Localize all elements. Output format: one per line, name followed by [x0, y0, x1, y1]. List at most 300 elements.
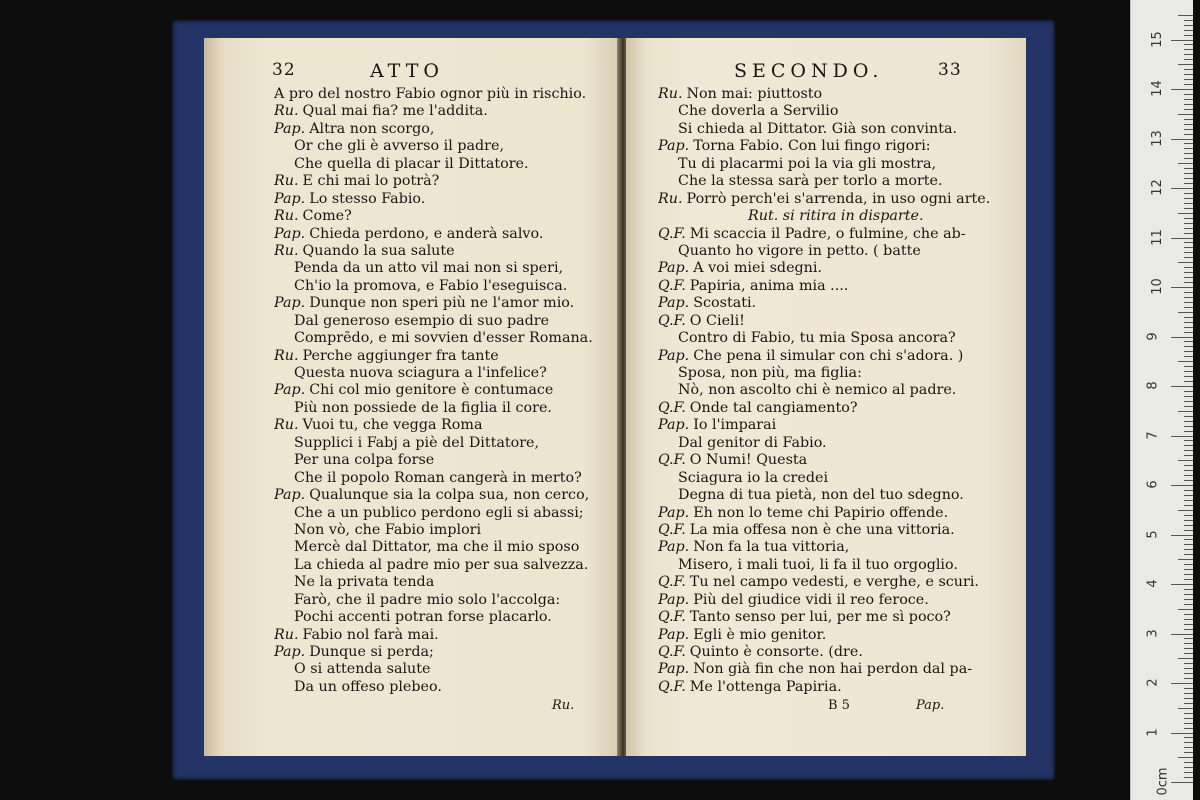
line-text: Per una colpa forse [294, 452, 435, 469]
ruler-label: 10 [1149, 278, 1165, 295]
ruler-tick [1184, 564, 1193, 565]
ruler-tick [1184, 470, 1193, 471]
speaker-label: Ru. [274, 626, 299, 643]
ruler-tick [1184, 614, 1193, 615]
ruler-tick [1184, 25, 1193, 26]
ruler-tick [1184, 589, 1193, 590]
verse-line [658, 103, 1026, 120]
line-text: Papiria, anima mia .... [689, 277, 849, 294]
verse-line [274, 679, 620, 696]
verse-line [658, 452, 1026, 469]
ruler-tick [1171, 386, 1193, 387]
verse-line [658, 382, 1026, 399]
line-text: Rut. si ritira in disparte. [748, 208, 924, 225]
line-text: Onde tal cangiamento? [689, 399, 858, 416]
speaker-label: Q.F. [658, 277, 686, 294]
ruler-tick [1184, 539, 1193, 540]
ruler-tick [1184, 119, 1193, 120]
catchword: Pap. [916, 698, 945, 714]
ruler-tick [1171, 188, 1193, 189]
page-number: 33 [938, 60, 962, 80]
speaker-label: Pap. [274, 225, 306, 242]
speaker-label: Q.F. [658, 574, 686, 591]
ruler-tick [1184, 247, 1193, 248]
verse-line [658, 156, 1026, 173]
ruler-tick [1184, 267, 1193, 268]
stage-direction [658, 208, 1026, 225]
ruler-tick [1184, 99, 1193, 100]
verse-line [658, 191, 1026, 208]
page-number: 32 [272, 60, 296, 80]
ruler-tick [1184, 772, 1193, 773]
ruler-tick [1184, 663, 1193, 664]
ruler-tick [1184, 356, 1193, 357]
verse-line [658, 121, 1026, 138]
ruler-tick [1184, 168, 1193, 169]
verse-line [274, 121, 620, 138]
verse-line [658, 313, 1026, 330]
line-text: Dal generoso esempio di suo padre [294, 312, 550, 329]
line-text: Or che gli è avverso il padre, [294, 138, 504, 155]
ruler-tick [1184, 277, 1193, 278]
line-text: Che la stessa sarà per torlo a morte. [678, 173, 943, 190]
ruler-tick [1171, 139, 1193, 140]
line-text: Egli è mio genitor. [693, 626, 827, 643]
verse-line [274, 487, 620, 504]
ruler-tick [1178, 361, 1193, 362]
ruler-tick [1171, 683, 1193, 684]
ruler-tick [1184, 629, 1193, 630]
verse-line [274, 539, 620, 556]
ruler-tick [1171, 485, 1193, 486]
verse-line [658, 400, 1026, 417]
ruler-tick [1184, 193, 1193, 194]
speaker-label: Q.F. [658, 399, 686, 416]
speaker-label: Q.F. [658, 644, 686, 660]
ruler-tick [1184, 678, 1193, 679]
ruler-tick [1184, 341, 1193, 342]
ruler-tick [1184, 624, 1193, 625]
ruler-tick [1184, 594, 1193, 595]
ruler-tick [1184, 693, 1193, 694]
verse-line [274, 382, 620, 399]
line-text: Vuoi tu, che vegga Roma [302, 417, 483, 434]
ruler-tick [1178, 312, 1193, 313]
ruler-label: 3 [1145, 628, 1161, 638]
verse-line [274, 609, 620, 626]
line-text: Più del giudice vidi il reo feroce. [693, 591, 929, 608]
ruler-tick [1184, 525, 1193, 526]
speaker-label: Pap. [274, 190, 306, 207]
ruler-tick [1178, 658, 1193, 659]
ruler-tick [1184, 480, 1193, 481]
ruler-tick [1178, 460, 1193, 461]
speaker-label: Pap. [658, 626, 690, 643]
ruler-tick [1184, 604, 1193, 605]
speaker-label: Q.F. [658, 678, 686, 695]
ruler-tick [1184, 129, 1193, 130]
ruler-tick [1184, 648, 1193, 649]
line-text: Non vò, che Fabio implori [294, 521, 482, 538]
ruler-tick [1184, 307, 1193, 308]
ruler-tick [1184, 376, 1193, 377]
speaker-label: Pap. [658, 417, 690, 434]
speaker-label: Ru. [274, 242, 299, 259]
speaker-label: Q.F. [658, 609, 686, 626]
line-text: Eh non lo teme chi Papirio offende. [693, 504, 949, 521]
ruler-tick [1184, 332, 1193, 333]
speaker-label: Pap. [658, 138, 690, 155]
ruler-tick [1184, 74, 1193, 75]
verse-line [658, 679, 1026, 696]
line-text: Questa nuova sciagura a l'infelice? [294, 365, 547, 381]
ruler-tick [1184, 223, 1193, 224]
line-text: Scostati. [693, 295, 757, 312]
ruler-tick [1184, 723, 1193, 724]
verse-line [274, 452, 620, 469]
ruler-tick [1184, 153, 1193, 154]
ruler-tick [1184, 421, 1193, 422]
ruler-tick [1184, 134, 1193, 135]
verse-line [274, 348, 620, 365]
ruler-tick [1184, 252, 1193, 253]
speaker-label: Pap. [274, 382, 306, 399]
ruler-tick [1178, 213, 1193, 214]
verse-line [658, 522, 1026, 539]
ruler-label: 12 [1149, 179, 1165, 196]
ruler-tick [1178, 510, 1193, 511]
ruler-tick [1184, 59, 1193, 60]
ruler-tick [1184, 767, 1193, 768]
ruler-tick [1184, 544, 1193, 545]
verse-line [658, 539, 1026, 556]
ruler-tick [1184, 643, 1193, 644]
ruler-tick [1178, 114, 1193, 115]
ruler-tick [1184, 109, 1193, 110]
verse-line [274, 470, 620, 487]
ruler-label: 7 [1145, 430, 1161, 440]
ruler-tick [1184, 406, 1193, 407]
left-page-text [274, 86, 620, 696]
speaker-label: Q.F. [658, 225, 686, 242]
ruler-tick [1184, 638, 1193, 639]
line-text: Ch'io la promova, e Fabio l'eseguisca. [294, 277, 568, 294]
verse-line [658, 348, 1026, 365]
line-text: A pro del nostro Fabio ognor più in rischio. [274, 86, 587, 102]
ruler-label: 6 [1145, 480, 1161, 489]
verse-line [658, 417, 1026, 434]
ruler-tick [1184, 703, 1193, 704]
line-text: Quanto ho vigore in petto. ( batte [678, 242, 921, 259]
line-text: Lo stesso Fabio. [309, 190, 426, 207]
verse-line [658, 627, 1026, 644]
speaker-label: Pap. [658, 661, 690, 678]
line-text: O Numi! Questa [689, 452, 808, 469]
verse-line [274, 173, 620, 190]
ruler-tick [1184, 579, 1193, 580]
ruler-tick [1184, 327, 1193, 328]
verse-line [658, 173, 1026, 190]
line-text: Chi col mio genitore è contumace [309, 382, 554, 399]
speaker-label: Q.F. [658, 312, 686, 329]
ruler-tick [1184, 158, 1193, 159]
verse-line [274, 522, 620, 539]
ruler-tick [1184, 183, 1193, 184]
ruler-tick [1184, 747, 1193, 748]
ruler-tick [1184, 233, 1193, 234]
verse-line [274, 243, 620, 260]
verse-line [658, 661, 1026, 678]
verse-line [658, 644, 1026, 661]
verse-line [274, 661, 620, 678]
ruler-tick [1184, 381, 1193, 382]
line-text: Tu di placarmi poi la via gli mostra, [678, 155, 937, 172]
line-text: Si chieda al Dittator. Già son convinta. [678, 120, 958, 137]
ruler-label: 4 [1145, 579, 1161, 588]
ruler-tick [1184, 495, 1193, 496]
ruler-tick [1184, 35, 1193, 36]
speaker-label: Ru. [274, 173, 299, 190]
ruler-tick [1184, 450, 1193, 451]
ruler-tick [1184, 143, 1193, 144]
verse-line [658, 470, 1026, 487]
ruler-tick [1184, 574, 1193, 575]
ruler-tick [1184, 698, 1193, 699]
verse-line [274, 644, 620, 661]
line-text: La chieda al padre mio per sua salvezza. [294, 556, 589, 573]
ruler-tick [1178, 559, 1193, 560]
line-text: Contro di Fabio, tu mia Sposa ancora? [678, 330, 956, 347]
ruler-tick [1184, 228, 1193, 229]
ruler-tick [1171, 436, 1193, 437]
ruler-tick [1184, 178, 1193, 179]
ruler-tick [1184, 569, 1193, 570]
verse-line [274, 505, 620, 522]
ruler-tick [1178, 262, 1193, 263]
line-text: Ne la privata tenda [294, 574, 435, 591]
ruler-tick [1184, 475, 1193, 476]
line-text: Che il popolo Roman cangerà in merto? [294, 469, 582, 486]
ruler-tick [1178, 757, 1193, 758]
line-text: Mercè dal Dittator, ma che il mio sposo [294, 539, 580, 556]
speaker-label: Pap. [658, 504, 690, 521]
ruler-tick [1184, 396, 1193, 397]
verse-line [274, 86, 620, 103]
verse-line [274, 260, 620, 277]
ruler-tick [1184, 440, 1193, 441]
ruler-tick [1171, 238, 1193, 239]
verse-line [658, 574, 1026, 591]
line-text: Non mai: piuttosto [686, 86, 823, 102]
ruler-tick [1184, 490, 1193, 491]
ruler-tick [1184, 198, 1193, 199]
line-text: Perche aggiunger fra tante [302, 347, 499, 364]
speaker-label: Pap. [274, 120, 306, 137]
ruler-tick [1184, 599, 1193, 600]
verse-line [274, 417, 620, 434]
verse-line [658, 435, 1026, 452]
verse-line [658, 295, 1026, 312]
line-text: Chieda perdono, e anderà salvo. [309, 225, 544, 242]
ruler-tick [1184, 124, 1193, 125]
ruler-tick [1184, 401, 1193, 402]
line-text: Che a un publico perdono egli si abassi; [294, 504, 584, 521]
ruler-tick [1184, 554, 1193, 555]
verse-line [658, 260, 1026, 277]
ruler-tick [1184, 426, 1193, 427]
verse-line [658, 487, 1026, 504]
verse-line [658, 592, 1026, 609]
speaker-label: Pap. [658, 347, 690, 364]
line-text: Nò, non ascolto chi è nemico al padre. [678, 382, 957, 399]
speaker-label: Ru. [274, 103, 299, 120]
verse-line [658, 138, 1026, 155]
line-text: E chi mai lo potrà? [302, 173, 440, 190]
line-text: O Cieli! [689, 312, 745, 329]
ruler-label: 9 [1145, 331, 1161, 341]
ruler-tick [1184, 104, 1193, 105]
speaker-label: Ru. [658, 86, 683, 102]
ruler-tick [1184, 54, 1193, 55]
line-text: Me l'ottenga Papiria. [689, 678, 842, 695]
line-text: Tanto senso per lui, per me sì poco? [689, 609, 951, 626]
line-text: Non fa la tua vittoria, [693, 539, 850, 556]
line-text: Che quella di placar il Dittatore. [294, 155, 529, 172]
left-page-header [274, 60, 620, 84]
speaker-label: Ru. [274, 347, 299, 364]
ruler-tick [1184, 737, 1193, 738]
verse-line [274, 295, 620, 312]
line-text: Misero, i mali tuoi, li fa il tuo orgoglio. [678, 556, 958, 573]
line-text: Penda da un atto vil mai non si speri, [294, 260, 564, 277]
ruler-tick [1178, 708, 1193, 709]
ruler-tick [1171, 287, 1193, 288]
ruler-tick [1184, 505, 1193, 506]
speaker-label: Pap. [274, 295, 306, 312]
line-text: Supplici i Fabj a piè del Dittatore, [294, 434, 540, 451]
right-page [626, 38, 1026, 756]
speaker-label: Pap. [658, 260, 690, 277]
line-text: Comprēdo, e mi sovvien d'esser Romana. [294, 330, 593, 347]
line-text: Farò, che il padre mio solo l'accolga: [294, 591, 561, 608]
ruler-tick [1178, 609, 1193, 610]
ruler-tick [1178, 163, 1193, 164]
verse-line [274, 557, 620, 574]
verse-line [658, 609, 1026, 626]
left-page [204, 38, 620, 756]
line-text: Che doverla a Servilio [678, 103, 839, 120]
line-text: A voi miei sdegni. [693, 260, 823, 277]
ruler-tick [1184, 49, 1193, 50]
ruler-tick [1184, 272, 1193, 273]
ruler-tick [1184, 351, 1193, 352]
ruler-tick [1184, 515, 1193, 516]
line-text: Quando la sua salute [302, 242, 455, 259]
ruler-tick [1184, 346, 1193, 347]
ruler-tick [1184, 292, 1193, 293]
speaker-label: Q.F. [658, 521, 686, 538]
verse-line [658, 278, 1026, 295]
verse-line [274, 226, 620, 243]
speaker-label: Pap. [274, 644, 306, 660]
ruler-tick [1184, 742, 1193, 743]
line-text: Altra non scorgo, [309, 120, 435, 137]
line-text: Dunque non speri più ne l'amor mio. [309, 295, 575, 312]
ruler-tick [1184, 653, 1193, 654]
ruler-tick [1178, 64, 1193, 65]
ruler-tick [1171, 337, 1193, 338]
line-text: Mi scaccia il Padre, o fulmine, che ab- [689, 225, 966, 242]
ruler-tick [1184, 203, 1193, 204]
ruler-tick [1184, 44, 1193, 45]
signature-mark: B 5 [828, 698, 850, 714]
line-text: La mia offesa non è che una vittoria. [689, 521, 955, 538]
ruler-tick [1184, 777, 1193, 778]
verse-line [274, 574, 620, 591]
speaker-label: Q.F. [658, 452, 686, 469]
ruler-tick [1184, 500, 1193, 501]
ruler-label: 1 [1145, 727, 1161, 737]
right-page-text [658, 86, 1026, 696]
ruler-tick [1184, 619, 1193, 620]
measuring-ruler [1130, 0, 1193, 800]
speaker-label: Pap. [658, 539, 690, 556]
catchword: Ru. [552, 698, 575, 714]
verse-line [658, 505, 1026, 522]
line-text: Da un offeso plebeo. [294, 678, 442, 695]
ruler-tick [1184, 30, 1193, 31]
line-text: Non già fin che non hai perdon dal pa- [693, 661, 973, 678]
ruler-label: 5 [1145, 529, 1161, 539]
line-text: Porrò perch'ei s'arrenda, in uso ogni arte. [686, 190, 991, 207]
ruler-tick [1184, 391, 1193, 392]
verse-line [658, 365, 1026, 382]
ruler-tick [1178, 411, 1193, 412]
right-page-footer [658, 696, 1026, 716]
ruler-tick [1184, 20, 1193, 21]
ruler-tick [1184, 208, 1193, 209]
ruler-tick [1171, 584, 1193, 585]
ruler-tick [1184, 322, 1193, 323]
left-page-footer [274, 696, 620, 716]
verse-line [274, 365, 620, 382]
ruler-tick [1184, 218, 1193, 219]
verse-line [658, 226, 1026, 243]
ruler-label: 8 [1145, 381, 1161, 390]
line-text: Quinto è consorte. (dre. [689, 644, 863, 660]
ruler-tick [1184, 242, 1193, 243]
ruler-label: 13 [1149, 129, 1165, 147]
running-head: ATTO [370, 60, 444, 82]
ruler-tick [1184, 297, 1193, 298]
ruler-tick [1171, 733, 1193, 734]
ruler-tick [1184, 431, 1193, 432]
ruler-tick [1184, 718, 1193, 719]
line-text: Che pena il simular con chi s'adora. ) [693, 347, 964, 364]
ruler-tick [1171, 782, 1193, 783]
ruler-tick [1171, 535, 1193, 536]
ruler-tick [1184, 366, 1193, 367]
line-text: Come? [302, 208, 352, 225]
verse-line [274, 208, 620, 225]
verse-line [658, 86, 1026, 103]
speaker-label: Ru. [274, 417, 299, 434]
speaker-label: Ru. [274, 208, 299, 225]
line-text: Dunque si perda; [309, 644, 434, 660]
line-text: Fabio nol farà mai. [302, 626, 439, 643]
ruler-tick [1184, 371, 1193, 372]
ruler-tick [1184, 728, 1193, 729]
